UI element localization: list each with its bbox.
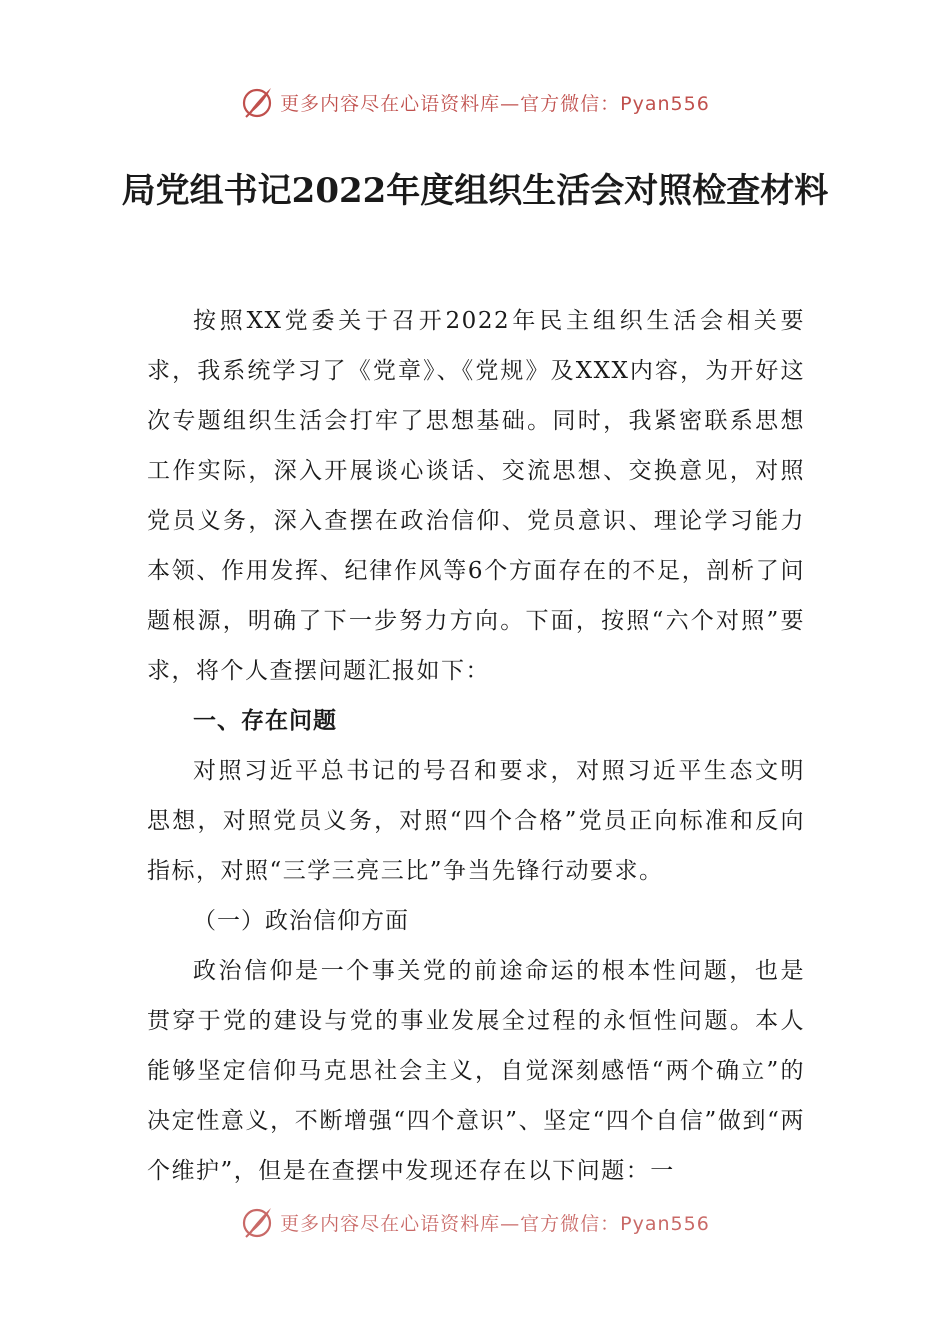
watermark-banner-top xyxy=(0,80,950,124)
watermark-text: 更多内容尽在心语资料库—官方微信：Pyan556 xyxy=(280,92,710,115)
quill-pen-logo-icon xyxy=(240,1204,276,1240)
document-title: 局党组书记2022年度组织生活会对照检查材料 xyxy=(121,171,829,211)
watermark-text: 更多内容尽在心语资料库—官方微信：Pyan556 xyxy=(280,1212,710,1235)
intro-paragraph: 按照XX党委关于召开2022年民主组织生活会相关要求，我系统学习了《党章》、《党规》及XXX内容，为开好这次专题组织生活会打牢了思想基础。同时，我紧密联系思想工作实际，深入开展谈心谈话、交流思想、交换意见，对照党员义务，深入查摆在政治信仰、党员意识、理论学习能力本领、作用发挥、纪律作风等6个方面存在的不足，剖析了问题根源，明确了下一步努力方向。下面，按照“六个对照”要求，将个人查摆问题汇报如下： xyxy=(147,308,805,684)
political-belief-paragraph: 政治信仰是一个事关党的前途命运的根本性问题，也是贯穿于党的建设与党的事业发展全过程的永恒性问题。本人能够坚定信仰马克思社会主义，自觉深刻感悟“两个确立”的决定性意义，不断增强“四个意识”、坚定“四个自信”做到“两个维护”，但是在查摆中发现还存在以下问题：一 xyxy=(147,958,805,1184)
watermark-wechat-id: Pyan556 xyxy=(620,92,710,115)
section-intro-paragraph: 对照习近平总书记的号召和要求，对照习近平生态文明思想，对照党员义务，对照“四个合格”党员正向标准和反向指标，对照“三学三亮三比”争当先锋行动要求。 xyxy=(147,758,805,884)
document-body xyxy=(147,296,805,1196)
watermark-banner-bottom xyxy=(0,1200,950,1244)
subsection-heading-political-belief: （一）政治信仰方面 xyxy=(193,908,409,934)
section-heading-existing-problems: 一、存在问题 xyxy=(193,708,337,734)
quill-pen-logo-icon xyxy=(240,84,276,120)
watermark-wechat-id: Pyan556 xyxy=(620,1212,710,1235)
